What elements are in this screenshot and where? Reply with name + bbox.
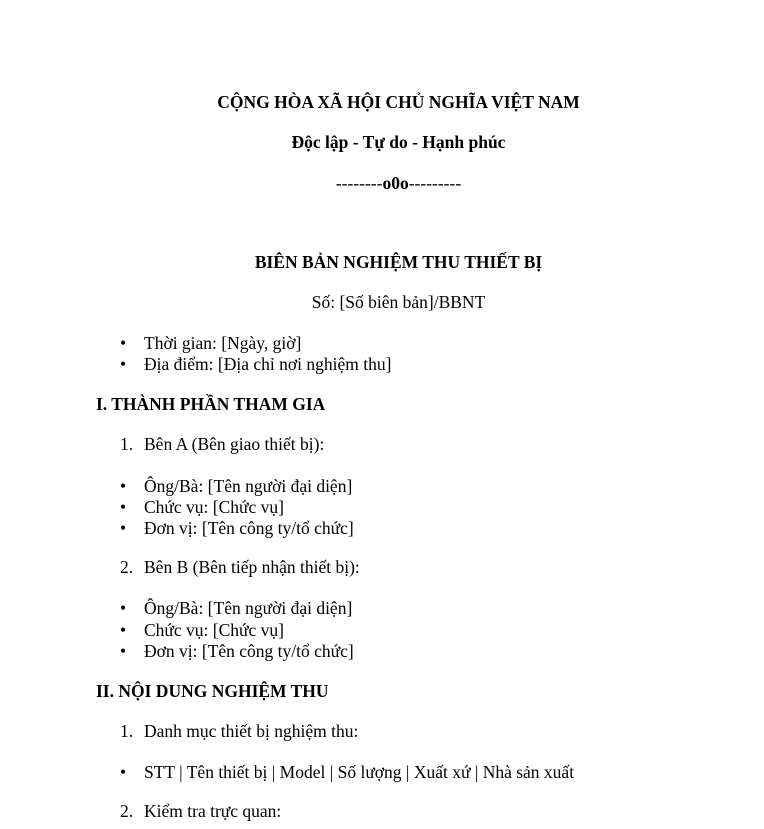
party-a-position: Chức vụ: [Chức vụ] [144, 497, 284, 517]
bullet-mark: • [120, 620, 127, 640]
party-b-label: Bên B (Bên tiếp nhận thiết bị): [144, 557, 360, 577]
visual-inspection-label: Kiểm tra trực quan: [144, 801, 282, 821]
party-b-name: Ông/Bà: [Tên người đại diện] [144, 598, 353, 618]
list-number: 2. [120, 557, 134, 577]
party-a-unit: Đơn vị: [Tên công ty/tổ chức] [144, 518, 354, 538]
document-title: BIÊN BẢN NGHIỆM THU THIẾT BỊ [254, 252, 543, 272]
info-time: Thời gian: [Ngày, giờ] [144, 333, 302, 353]
equipment-list-label: Danh mục thiết bị nghiệm thu: [144, 721, 359, 741]
bullet-mark: • [120, 762, 127, 782]
bullet-mark: • [120, 518, 127, 538]
bullet-mark: • [120, 333, 127, 353]
bullet-mark: • [120, 598, 127, 618]
separator-mid: o0o [382, 173, 409, 193]
motto: Độc lập - Tự do - Hạnh phúc [291, 132, 506, 152]
party-b-position: Chức vụ: [Chức vụ] [144, 620, 284, 640]
country-heading: CỘNG HÒA XÃ HỘI CHỦ NGHĨA VIỆT NAM [217, 92, 580, 112]
bullet-mark: • [120, 354, 127, 374]
list-number: 1. [120, 721, 134, 741]
bullet-mark: • [120, 497, 127, 517]
section-1-heading: I. THÀNH PHẦN THAM GIA [96, 394, 326, 414]
party-b-unit: Đơn vị: [Tên công ty/tổ chức] [144, 641, 354, 661]
list-number: 1. [120, 434, 134, 454]
info-location: Địa điểm: [Địa chỉ nơi nghiệm thu] [144, 354, 392, 374]
list-number: 2. [120, 801, 134, 821]
separator-right: --------- [408, 173, 462, 193]
header-separator [0, 173, 764, 193]
party-a-name: Ông/Bà: [Tên người đại diện] [144, 476, 353, 496]
separator-left: -------- [335, 173, 383, 193]
equipment-table-columns: STT | Tên thiết bị | Model | Số lượng | Xuất xứ | Nhà sản xuất [144, 762, 575, 782]
party-a-label: Bên A (Bên giao thiết bị): [144, 434, 325, 454]
document-number: Số: [Số biên bản]/BBNT [311, 292, 486, 312]
section-2-heading: II. NỘI DUNG NGHIỆM THU [96, 681, 329, 701]
bullet-mark: • [120, 641, 127, 661]
bullet-mark: • [120, 476, 127, 496]
